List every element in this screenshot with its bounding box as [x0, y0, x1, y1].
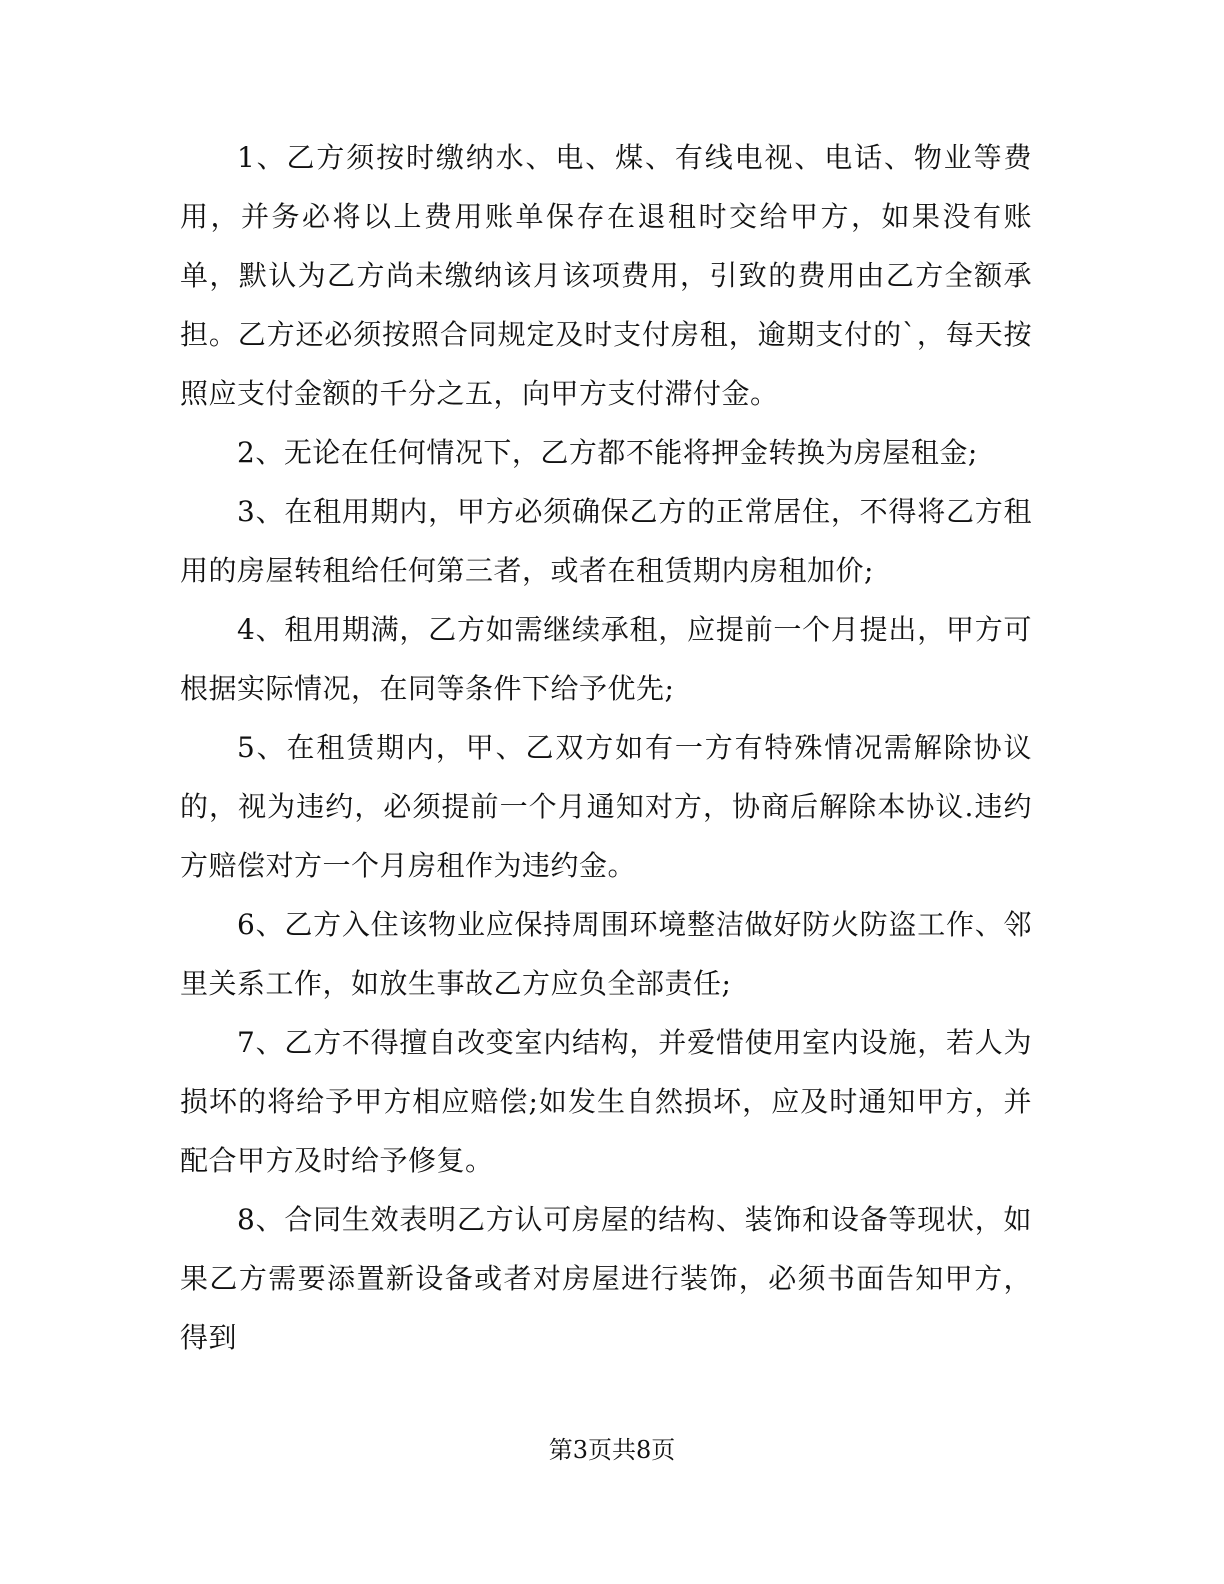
clause-6: 6、乙方入住该物业应保持周围环境整洁做好防火防盗工作、邻里关系工作，如放生事故乙方应负全部责任;: [180, 908, 1032, 1000]
clause-7: 7、乙方不得擅自改变室内结构，并爱惜使用室内设施，若人为损坏的将给予甲方相应赔偿;如发生自然损坏，应及时通知甲方，并配合甲方及时给予修复。: [180, 1026, 1032, 1177]
clause-2: 2、无论在任何情况下，乙方都不能将押金转换为房屋租金;: [237, 436, 978, 469]
clause-8: 8、合同生效表明乙方认可房屋的结构、装饰和设备等现状，如果乙方需要添置新设备或者对房屋进行装饰，必须书面告知甲方，得到: [180, 1203, 1032, 1354]
clause-5: 5、在租赁期内，甲、乙双方如有一方有特殊情况需解除协议的，视为违约，必须提前一个月通知对方，协商后解除本协议.违约方赔偿对方一个月房租作为违约金。: [180, 731, 1032, 882]
page-number-footer: 第3页共8页: [548, 1436, 676, 1464]
document-body: [180, 128, 1032, 1367]
clause-3: 3、在租用期内，甲方必须确保乙方的正常居住，不得将乙方租用的房屋转租给任何第三者，或者在租赁期内房租加价;: [180, 495, 1032, 587]
clause-1: 1、乙方须按时缴纳水、电、煤、有线电视、电话、物业等费用，并务必将以上费用账单保存在退租时交给甲方，如果没有账单，默认为乙方尚未缴纳该月该项费用，引致的费用由乙方全额承担。乙方还必须按照合同规定及时支付房租，逾期支付的`，每天按照应支付金额的千分之五，向甲方支付滞付金。: [180, 141, 1032, 410]
clause-4: 4、租用期满，乙方如需继续承租，应提前一个月提出，甲方可根据实际情况，在同等条件下给予优先;: [180, 613, 1032, 705]
